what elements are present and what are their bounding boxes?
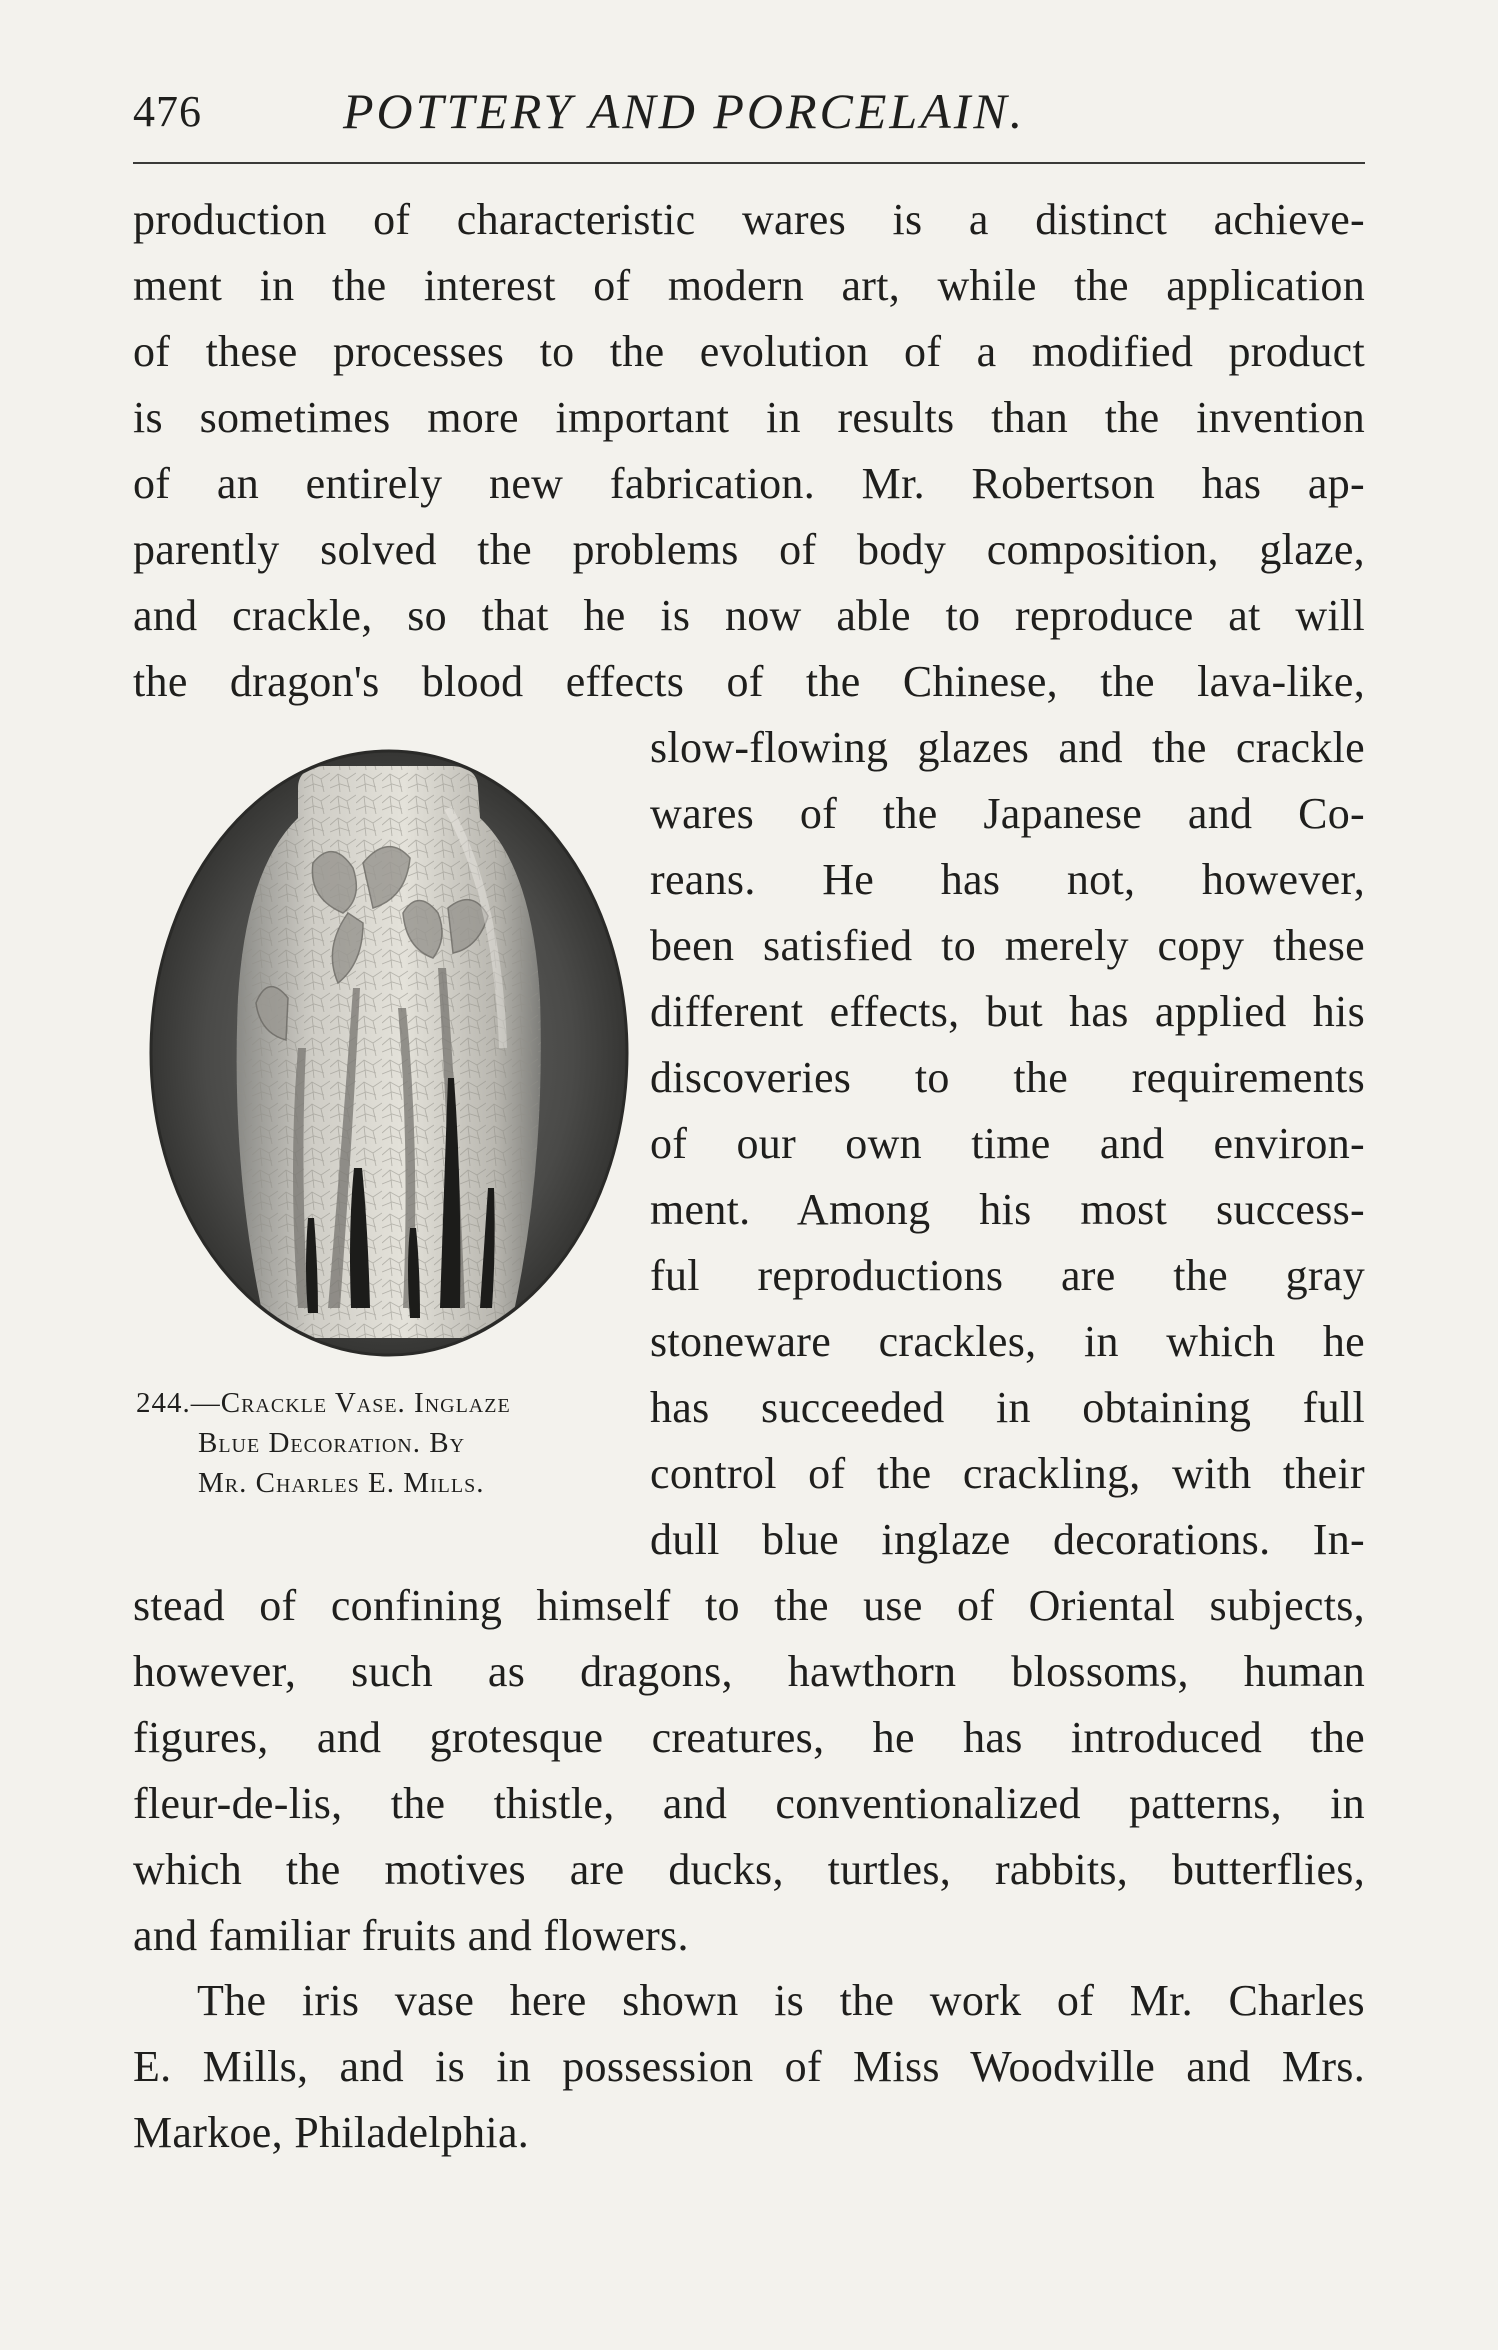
caption-line: Mr. Charles E. Mills. bbox=[198, 1467, 485, 1499]
body-line: different effects, but has applied his bbox=[650, 987, 1365, 1036]
vase-illustration bbox=[148, 748, 630, 1358]
caption-line: 244.—Crackle Vase. Inglaze bbox=[136, 1387, 511, 1419]
body-line: and familiar fruits and flowers. bbox=[133, 1911, 689, 1960]
body-line: and crackle, so that he is now able to reproduce at will bbox=[133, 591, 1365, 640]
figure-caption bbox=[130, 1383, 630, 1503]
body-line: stead of confining himself to the use of Oriental subjects, bbox=[133, 1581, 1365, 1630]
body-line: the dragon's blood effects of the Chinese, the lava-like, bbox=[133, 657, 1365, 706]
header-rule bbox=[133, 162, 1365, 164]
body-line: of our own time and environ- bbox=[650, 1119, 1365, 1168]
body-line: parently solved the problems of body composition, glaze, bbox=[133, 525, 1365, 574]
body-line: discoveries to the requirements bbox=[650, 1053, 1365, 1102]
body-line: figures, and grotesque creatures, he has introduced the bbox=[133, 1713, 1365, 1762]
body-line: The iris vase here shown is the work of Mr. Charles bbox=[197, 1976, 1365, 2025]
body-line: dull blue inglaze decorations. In- bbox=[650, 1515, 1365, 1564]
body-line: ment. Among his most success- bbox=[650, 1185, 1365, 1234]
body-line: E. Mills, and is in possession of Miss Woodville and Mrs. bbox=[133, 2042, 1365, 2091]
body-line: reans. He has not, however, bbox=[650, 855, 1365, 904]
body-line: which the motives are ducks, turtles, rabbits, butterflies, bbox=[133, 1845, 1365, 1894]
body-line: Markoe, Philadelphia. bbox=[133, 2108, 530, 2157]
page-number: 476 bbox=[133, 87, 202, 136]
body-line: has succeeded in obtaining full bbox=[650, 1383, 1365, 1432]
body-line: control of the crackling, with their bbox=[650, 1449, 1365, 1498]
page-header bbox=[133, 78, 1365, 148]
body-line: of an entirely new fabrication. Mr. Robertson has ap- bbox=[133, 459, 1365, 508]
body-line: wares of the Japanese and Co- bbox=[650, 789, 1365, 838]
body-line: slow-flowing glazes and the crackle bbox=[650, 723, 1365, 772]
running-title: POTTERY AND PORCELAIN. bbox=[343, 83, 1026, 139]
caption-line: Blue Decoration. By bbox=[198, 1427, 466, 1459]
body-line: stoneware crackles, in which he bbox=[650, 1317, 1365, 1366]
body-line: production of characteristic wares is a distinct achieve- bbox=[133, 195, 1365, 244]
body-line: ment in the interest of modern art, while the application bbox=[133, 261, 1365, 310]
body-line: been satisfied to merely copy these bbox=[650, 921, 1365, 970]
body-line: is sometimes more important in results than the invention bbox=[133, 393, 1365, 442]
body-line: ful reproductions are the gray bbox=[650, 1251, 1365, 1300]
body-line: fleur-de-lis, the thistle, and conventionalized patterns, in bbox=[133, 1779, 1365, 1828]
body-line: however, such as dragons, hawthorn blossoms, human bbox=[133, 1647, 1365, 1696]
body-line: of these processes to the evolution of a modified product bbox=[133, 327, 1365, 376]
